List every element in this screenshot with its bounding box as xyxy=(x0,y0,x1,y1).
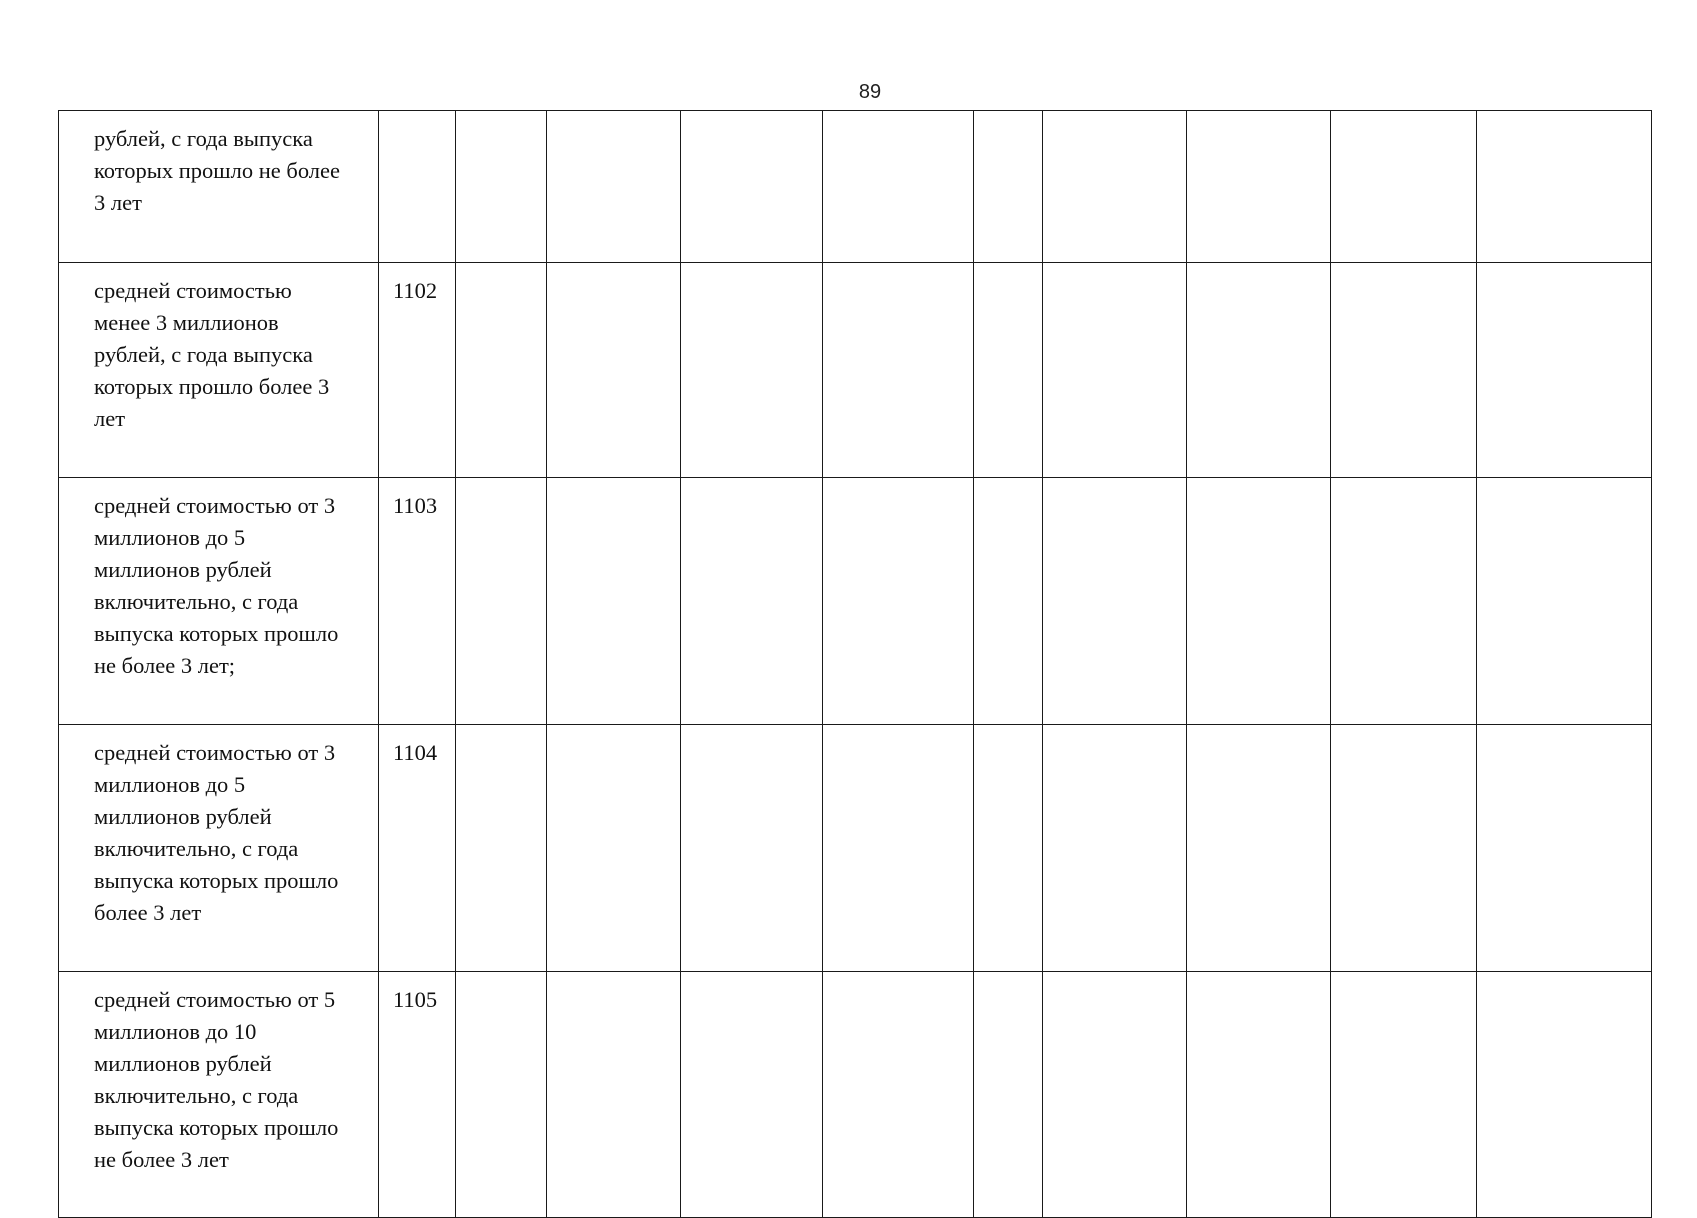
table-row xyxy=(59,725,1652,972)
description-line: миллионов рублей xyxy=(94,557,272,582)
table-cell xyxy=(456,725,547,972)
table-cell xyxy=(547,263,681,478)
table-row xyxy=(59,478,1652,725)
description-line: средней стоимостью от 3 xyxy=(94,740,336,765)
description-line: включительно, с года xyxy=(94,836,299,861)
table-cell xyxy=(1331,725,1477,972)
description-line: более 3 лет xyxy=(94,900,202,925)
description-line: средней стоимостью от 5 xyxy=(94,987,336,1012)
table-cell xyxy=(974,263,1043,478)
table-cell xyxy=(1477,111,1652,263)
page-number: 89 xyxy=(858,81,882,103)
description-line: рублей, с года выпуска xyxy=(94,342,313,367)
description-line: менее 3 миллионов xyxy=(94,310,279,335)
table-cell xyxy=(1331,972,1477,1218)
table-cell xyxy=(547,725,681,972)
table-cell xyxy=(456,263,547,478)
table-cell xyxy=(974,111,1043,263)
table-cell xyxy=(823,725,974,972)
table-row xyxy=(59,972,1652,1218)
data-table xyxy=(58,110,1652,1218)
table-cell xyxy=(1331,478,1477,725)
table-cell xyxy=(681,972,823,1218)
table-cell xyxy=(456,972,547,1218)
description-line: миллионов до 5 xyxy=(94,525,246,550)
row-code: 1104 xyxy=(379,725,456,972)
description-line: миллионов до 10 xyxy=(94,1019,257,1044)
table-cell xyxy=(681,111,823,263)
description-line: 3 лет xyxy=(94,190,142,215)
table-cell xyxy=(1043,111,1187,263)
table-cell xyxy=(823,263,974,478)
row-description xyxy=(59,972,379,1218)
description-line: рублей, с года выпуска xyxy=(94,126,313,151)
description-line: миллионов рублей xyxy=(94,804,272,829)
table-cell xyxy=(1043,478,1187,725)
table-cell xyxy=(547,111,681,263)
row-code xyxy=(379,111,456,263)
table-cell xyxy=(1043,263,1187,478)
description-line: которых прошло не более xyxy=(94,158,340,183)
row-description xyxy=(59,478,379,725)
description-line: средней стоимостью xyxy=(94,278,292,303)
description-line: включительно, с года xyxy=(94,1083,299,1108)
table-cell xyxy=(681,263,823,478)
table-cell xyxy=(1477,263,1652,478)
table-cell xyxy=(1187,478,1331,725)
table-cell xyxy=(1477,478,1652,725)
table-cell xyxy=(823,478,974,725)
row-description xyxy=(59,263,379,478)
table-cell xyxy=(1477,725,1652,972)
table-cell xyxy=(974,972,1043,1218)
table-cell xyxy=(547,478,681,725)
table-cell xyxy=(1331,263,1477,478)
description-line: средней стоимостью от 3 xyxy=(94,493,336,518)
table-cell xyxy=(1187,725,1331,972)
description-line: миллионов рублей xyxy=(94,1051,272,1076)
table-cell xyxy=(456,478,547,725)
table-cell xyxy=(681,478,823,725)
table-cell xyxy=(974,478,1043,725)
table-row xyxy=(59,111,1652,263)
table-cell xyxy=(974,725,1043,972)
description-line: лет xyxy=(94,406,126,431)
description-line: не более 3 лет xyxy=(94,1147,229,1172)
table-row xyxy=(59,263,1652,478)
description-line: выпуска которых прошло xyxy=(94,1115,339,1140)
row-code: 1105 xyxy=(379,972,456,1218)
table-cell xyxy=(681,725,823,972)
table-cell xyxy=(1187,263,1331,478)
table-cell xyxy=(1477,972,1652,1218)
description-line: не более 3 лет; xyxy=(94,653,236,678)
description-line: выпуска которых прошло xyxy=(94,621,339,646)
row-code: 1103 xyxy=(379,478,456,725)
table-cell xyxy=(1331,111,1477,263)
row-description xyxy=(59,725,379,972)
table-cell xyxy=(456,111,547,263)
table-cell xyxy=(823,111,974,263)
description-line: которых прошло более 3 xyxy=(94,374,330,399)
description-line: выпуска которых прошло xyxy=(94,868,339,893)
table-cell xyxy=(1043,725,1187,972)
row-description xyxy=(59,111,379,263)
table-cell xyxy=(547,972,681,1218)
table-cell xyxy=(823,972,974,1218)
description-line: включительно, с года xyxy=(94,589,299,614)
row-code: 1102 xyxy=(379,263,456,478)
description-line: миллионов до 5 xyxy=(94,772,246,797)
table-cell xyxy=(1043,972,1187,1218)
table-cell xyxy=(1187,111,1331,263)
table-cell xyxy=(1187,972,1331,1218)
